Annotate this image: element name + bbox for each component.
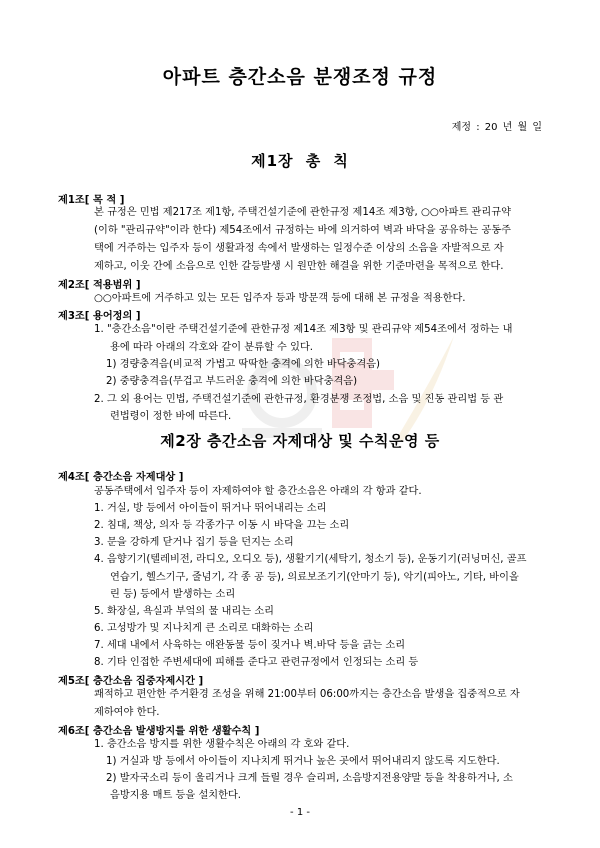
article-3-line: 2) 중량충격음(무겁고 부드러운 충격에 의한 바닥충격음) <box>106 376 358 387</box>
article-6-line: 2) 발자국소리 등이 울리거나 크게 들릴 경우 슬리퍼, 소음방지전용양말 등을 착용하거나, 소 <box>106 773 513 784</box>
article-1-line: 택에 거주하는 입주자 등이 생활과정 속에서 발생하는 일정수준 이상의 소음을 자발적으로 자 <box>94 243 504 254</box>
article-5-heading: 제5조[ 층간소음 집중자제시간 ] <box>58 676 204 687</box>
chapter-2-heading: 제2장 층간소음 자제대상 및 수칙운영 등 <box>160 432 440 450</box>
page-number: - 1 - <box>290 807 310 818</box>
article-4-line: 7. 세대 내에서 사육하는 애완동물 등이 짖거나 벽.바닥 등을 긁는 소리 <box>94 640 406 651</box>
article-1-heading: 제1조[ 목 적 ] <box>58 195 125 206</box>
article-4-line: 1. 거실, 방 등에서 아이들이 뛰거나 뛰어내리는 소리 <box>94 503 327 514</box>
article-6-line: 1. 층간소음 방지를 위한 생활수칙은 아래의 각 호와 같다. <box>94 739 350 750</box>
article-3-line: 1) 경량충격음(비교적 가볍고 딱딱한 충격에 의한 바닥충격음) <box>106 359 381 370</box>
article-4-line: 6. 고성방가 및 지나치게 큰 소리로 대화하는 소리 <box>94 623 314 634</box>
article-2-heading: 제2조[ 적용범위 ] <box>58 280 141 291</box>
article-3-line: 용에 따라 아래의 각호와 같이 분류할 수 있다. <box>110 342 314 353</box>
article-1-line: 제하고, 이웃 간에 소음으로 인한 갈등발생 시 원만한 해결을 위한 기준마련을 목적으로 한다. <box>94 261 504 272</box>
article-4-line: 공동주택에서 입주자 등이 자제하여야 할 층간소음은 아래의 각 항과 같다. <box>94 486 422 497</box>
article-4-line: 3. 문을 강하게 닫거나 집기 등을 던지는 소리 <box>94 537 294 548</box>
document-title: 아파트 층간소음 분쟁조정 규정 <box>162 66 438 88</box>
article-5-line: 제하여야 한다. <box>94 707 160 718</box>
enacted-date: 제정 : 20 년 월 일 <box>451 122 542 133</box>
article-3-heading: 제3조[ 용어정의 ] <box>58 311 141 322</box>
article-3-line: 련법령이 정한 바에 따른다. <box>110 411 232 422</box>
article-4-line: 8. 기타 인접한 주변세대에 피해를 준다고 관련규정에서 인정되는 소리 등 <box>94 657 419 668</box>
article-6-line: 음방지용 매트 등을 설치한다. <box>110 790 242 801</box>
article-5-line: 쾌적하고 편안한 주거환경 조성을 위해 21:00부터 06:00까지는 층간소음 발생을 집중적으로 자 <box>94 689 520 700</box>
article-4-line: 연습기, 헬스기구, 줄넘기, 각 종 공 등), 의료보조기기(안마기 등), 악기(피아노, 기타, 바이올 <box>110 572 519 583</box>
article-4-heading: 제4조[ 층간소음 자제대상 ] <box>58 472 184 483</box>
article-1-line: (이하 "관리규약"이라 한다) 제54조에서 규정하는 바에 의거하여 벽과 바닥을 공유하는 공동주 <box>94 225 511 236</box>
article-4-line: 5. 화장실, 욕실과 부엌의 물 내리는 소리 <box>94 606 275 617</box>
article-3-line: 1. "층간소음"이란 주택건설기준에 관한규정 제14조 제3항 및 관리규약 제54조에서 정하는 내 <box>94 324 513 335</box>
article-1-line: 본 규정은 민법 제217조 제1항, 주택건설기준에 관한규정 제14조 제3항, ○○아파트 관리규약 <box>94 207 511 218</box>
article-6-line: 1) 거실과 방 등에서 아이들이 지나치게 뛰거나 높은 곳에서 뛰어내리지 않도록 지도한다. <box>106 756 500 767</box>
article-4-line: 린 등) 등에서 발생하는 소리 <box>110 589 236 600</box>
chapter-1-heading: 제1장 총 칙 <box>251 152 349 170</box>
article-4-line: 4. 음향기기(텔레비전, 라디오, 오디오 등), 생활기기(세탁기, 청소기 등), 운동기기(러닝머신, 골프 <box>94 554 527 565</box>
article-6-heading: 제6조[ 층간소음 발생방지를 위한 생활수칙 ] <box>58 726 260 737</box>
article-4-line: 2. 침대, 책상, 의자 등 각종가구 이동 시 바닥을 끄는 소리 <box>94 520 350 531</box>
article-2-line: ○○아파트에 거주하고 있는 모든 입주자 등과 방문객 등에 대해 본 규정을 적용한다. <box>94 293 466 304</box>
article-3-line: 2. 그 외 용어는 민법, 주택건설기준에 관한규정, 환경분쟁 조정법, 소음 및 진동 관리법 등 관 <box>94 394 504 405</box>
